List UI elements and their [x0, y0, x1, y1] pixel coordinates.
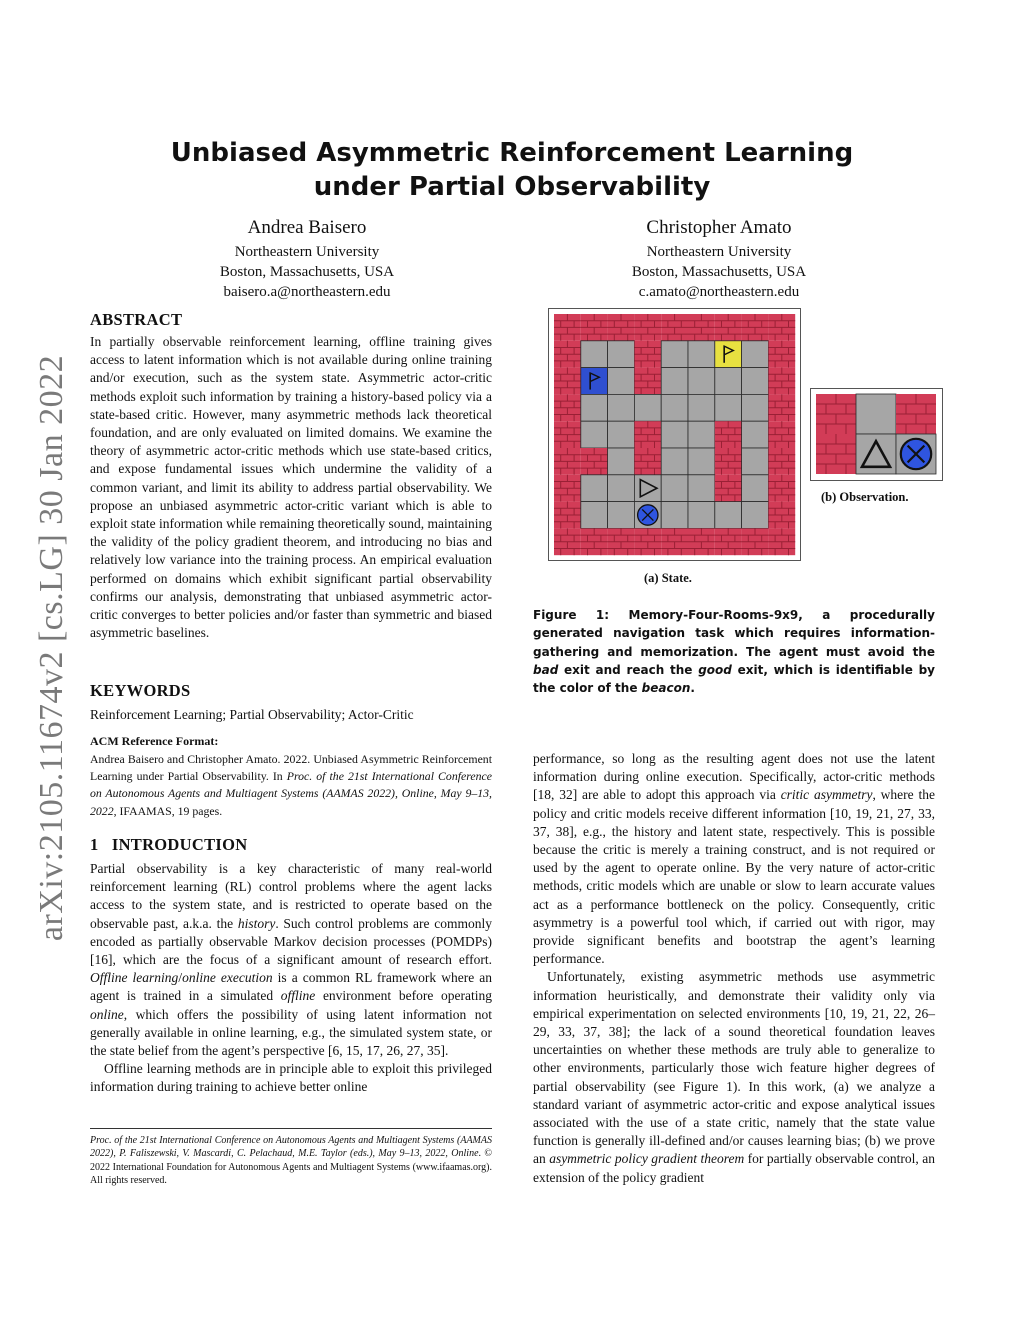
acm-reference-text	[90, 751, 492, 820]
right-paragraph-1: performance, so long as the resulting agent does not use the latent information during online execution. Specifically, actor-critic methods [18, 32] are able to adopt this approach via critic asymmetry, where the policy and critic models receive different information [10, 19, 21, 27, 33, 37, 38], e.g., the history and latent state, respectively. This is possible because the critic is merely a training construct, and is not required or used by the agent to operate online. By the very nature of actor-critic methods, critic models which are unable or slow to learn accurate values act as a performance bottleneck on the policy. Consequently, critic asymmetry is a powerful tool which, if carried out with rigor, may provide significant benefits and bootstrap the agent’s learning performance.	[533, 751, 935, 967]
observation-grid-cells	[816, 394, 936, 474]
acm-reference-plain: Andrea Baisero and Christopher Amato. 2022. Unbiased Asymmetric Reinforcement Learning under Partial Observability. In	[90, 752, 492, 784]
right-paragraph-2: Unfortunately, existing asymmetric methods use asymmetric information heuristically, and demonstrate their validity only via empirical experimentation on selected environments [10, 19, 21, 22, 26–29, 33, 37, 38]; the lack of a sound theoretical foundation leaves uncertainties on whether these methods are truly able to generalize to other environments, particularly those wich feature higher degrees of partial observability (see Figure 1). In this work, (a) we analyze a standard variant of asymmetric actor-critic and expose analytical issues associated with the use of a state critic, namely that the state value function is generally ill-defined and/or causes learning bias; (b) we prove an asymmetric policy gradient theorem for partially observable control, an extension of the policy gradient	[533, 969, 935, 1185]
footnote-italic: Proc. of the 21st International Conference on Autonomous Agents and Multiagent Systems (AAMAS 2022), P. Faliszewski, V. Mascardi, C. Pelachaud, M.E. Taylor (eds.), May 9–13, 2022, Online	[90, 1135, 492, 1160]
abstract-paragraph: In partially observable reinforcement learning, offline training gives access to latent information which is not available during online training and/or execution, such as the system state. Asymmetric actor-critic methods exploit such information by training a history-based policy via a state-based critic. However, many asymmetric methods lack theoretical foundation, and are only evaluated on limited domains. We examine the theory of asymmetric actor-critic methods which use state-based critics, and expose fundamental issues which undermine the validity of a common variant, and limit its ability to address partial observability. We propose an unbiased asymmetric actor-critic variant which is able to exploit state information while remaining theoretically sound, maintaining the validity of the policy gradient theorem, and introducing no bias and relatively low variance into the training process. An empirical evaluation performed on domains which exhibit significant partial observability confirms our analysis, demonstrating that unbiased asymmetric actor-critic converges to better policies and/or faster than symmetric and biased asymmetric baselines.	[90, 334, 492, 641]
acm-reference-italic: Proc. of the 21st International Conference on Autonomous Agents and Multiagent Systems (AAMAS 2022), Online, May 9–13, 2022	[90, 769, 492, 818]
introduction-heading	[90, 835, 247, 855]
keywords-text: Reinforcement Learning; Partial Observability; Actor-Critic	[90, 707, 414, 722]
paper-title	[120, 136, 904, 204]
abstract-heading: ABSTRACT	[90, 310, 183, 329]
author-email[interactable]: baisero.a@northeastern.edu	[223, 284, 391, 300]
author-affiliation: Northeastern University	[646, 244, 792, 260]
author-affiliation: Northeastern University	[234, 244, 380, 260]
subfigure-label-observation: (b) Observation.	[821, 490, 909, 504]
author-location: Boston, Massachusetts, USA	[219, 264, 395, 280]
author-email[interactable]: c.amato@northeastern.edu	[638, 284, 800, 300]
author-location: Boston, Massachusetts, USA	[631, 264, 807, 280]
title-line-1: Unbiased Asymmetric Reinforcement Learning	[170, 138, 854, 168]
author-name: Andrea Baisero	[247, 217, 367, 238]
figure-state-panel	[548, 308, 801, 561]
intro-paragraph-2: Offline learning methods are in principle able to exploit this privileged information during training to achieve better online	[90, 1061, 492, 1095]
subfigure-label-state: (a) State.	[644, 571, 692, 585]
acm-reference-heading: ACM Reference Format:	[90, 734, 219, 748]
author-name: Christopher Amato	[646, 217, 792, 238]
section-number: 1	[90, 835, 99, 854]
intro-paragraph-1: Partial observability is a key characteristic of many real-world reinforcement learning (RL) control problems where the agent lacks access to the system state, and is restricted to operate based on the observable past, a.k.a. the history. Such control problems are commonly encoded as partially observable Markov decision processes (POMDPs) [16], which are the focus of a significant amount of research effort. Offline learning/online execution is a common RL framework where an agent is trained in a simulated offline environment before operating online, which offers the possibility of using latent information not generally available in online learning, e.g., the simulated system state, or the state belief from the agent’s perspective [6, 15, 17, 26, 27, 35].	[90, 861, 492, 1059]
acm-reference-end: , IFAAMAS, 19 pages.	[113, 803, 223, 818]
observation-grid-image	[811, 389, 942, 480]
footnote-plain: . © 2022 International Foundation for Autonomous Agents and Multiagent Systems (www.ifaamas.org). All rights reserved.	[90, 1148, 492, 1187]
figure-caption: Figure 1: Memory-Four-Rooms-9x9, a procedurally generated navigation task which requires information-gathering and memorization. The agent must avoid the bad exit and reach the good exit, which is identifiable by the color of the beacon.	[533, 608, 935, 696]
keywords-heading: KEYWORDS	[90, 681, 191, 700]
yellow-flag-icon	[715, 341, 742, 368]
title-line-2: under Partial Observability	[313, 172, 711, 202]
introduction-text	[90, 860, 492, 1097]
author-block-1	[147, 216, 467, 302]
author-block-2	[559, 216, 879, 302]
footnote	[90, 1134, 492, 1188]
right-column-text	[533, 750, 935, 1187]
state-grid-cells	[554, 314, 795, 555]
abstract-text	[90, 333, 492, 642]
figure-observation-panel	[810, 388, 943, 481]
blue-flag-icon	[581, 368, 608, 395]
arxiv-identifier[interactable]: arXiv:2105.11674v2 [cs.LG] 30 Jan 2022	[33, 354, 70, 942]
section-title: INTRODUCTION	[111, 835, 248, 854]
footnote-divider	[90, 1128, 492, 1129]
state-grid-image	[549, 309, 800, 560]
